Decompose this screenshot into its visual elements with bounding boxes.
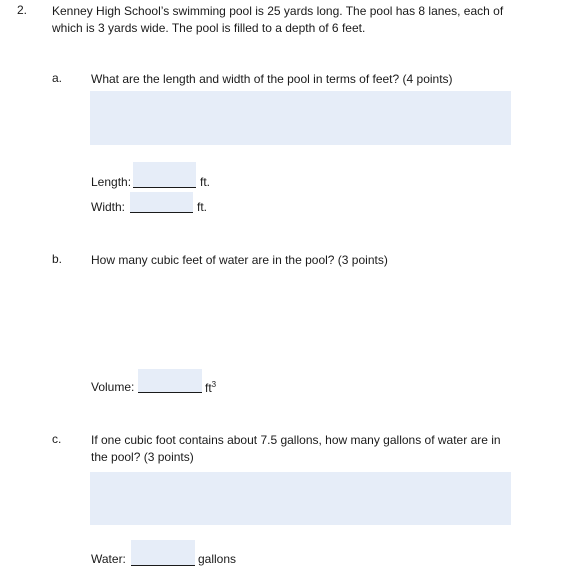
volume-label: Volume: (91, 380, 135, 394)
water-input[interactable] (131, 540, 195, 566)
length-unit: ft. (200, 175, 211, 189)
part-c-question-line-1: If one cubic foot contains about 7.5 gallons, how many gallons of water are in (91, 433, 501, 447)
part-b-question: How many cubic feet of water are in the pool? (3 points) (91, 253, 388, 267)
part-a-letter: a. (52, 71, 63, 85)
volume-input[interactable] (138, 369, 202, 393)
part-b-letter: b. (52, 252, 63, 266)
width-label: Width: (91, 200, 126, 214)
water-unit: gallons (198, 552, 237, 566)
volume-unit-exponent: 3 (211, 380, 217, 389)
question-intro-line-2: which is 3 yards wide. The pool is filled to a depth of 6 feet. (52, 21, 366, 35)
length-label: Length: (91, 175, 132, 189)
volume-unit (205, 380, 216, 395)
length-underline (133, 187, 196, 188)
part-a-work-box[interactable] (90, 91, 511, 145)
water-underline (131, 565, 195, 566)
volume-underline (138, 392, 202, 393)
part-c-letter: c. (52, 432, 62, 446)
width-input[interactable] (130, 192, 193, 212)
part-c-question-line-2: the pool? (3 points) (91, 450, 194, 464)
length-input[interactable] (133, 162, 196, 188)
question-number: 2. (17, 3, 28, 17)
water-label: Water: (91, 552, 126, 566)
part-c-question (91, 432, 501, 466)
question-intro-line-1: Kenney High School’s swimming pool is 25 yards long. The pool has 8 lanes, each of (52, 4, 504, 18)
question-intro (52, 3, 503, 37)
volume-unit-base: ft (205, 381, 212, 395)
part-a-question: What are the length and width of the pool in terms of feet? (4 points) (91, 72, 453, 86)
width-unit: ft. (197, 200, 208, 214)
width-underline (130, 212, 193, 213)
part-c-work-box[interactable] (90, 472, 511, 525)
